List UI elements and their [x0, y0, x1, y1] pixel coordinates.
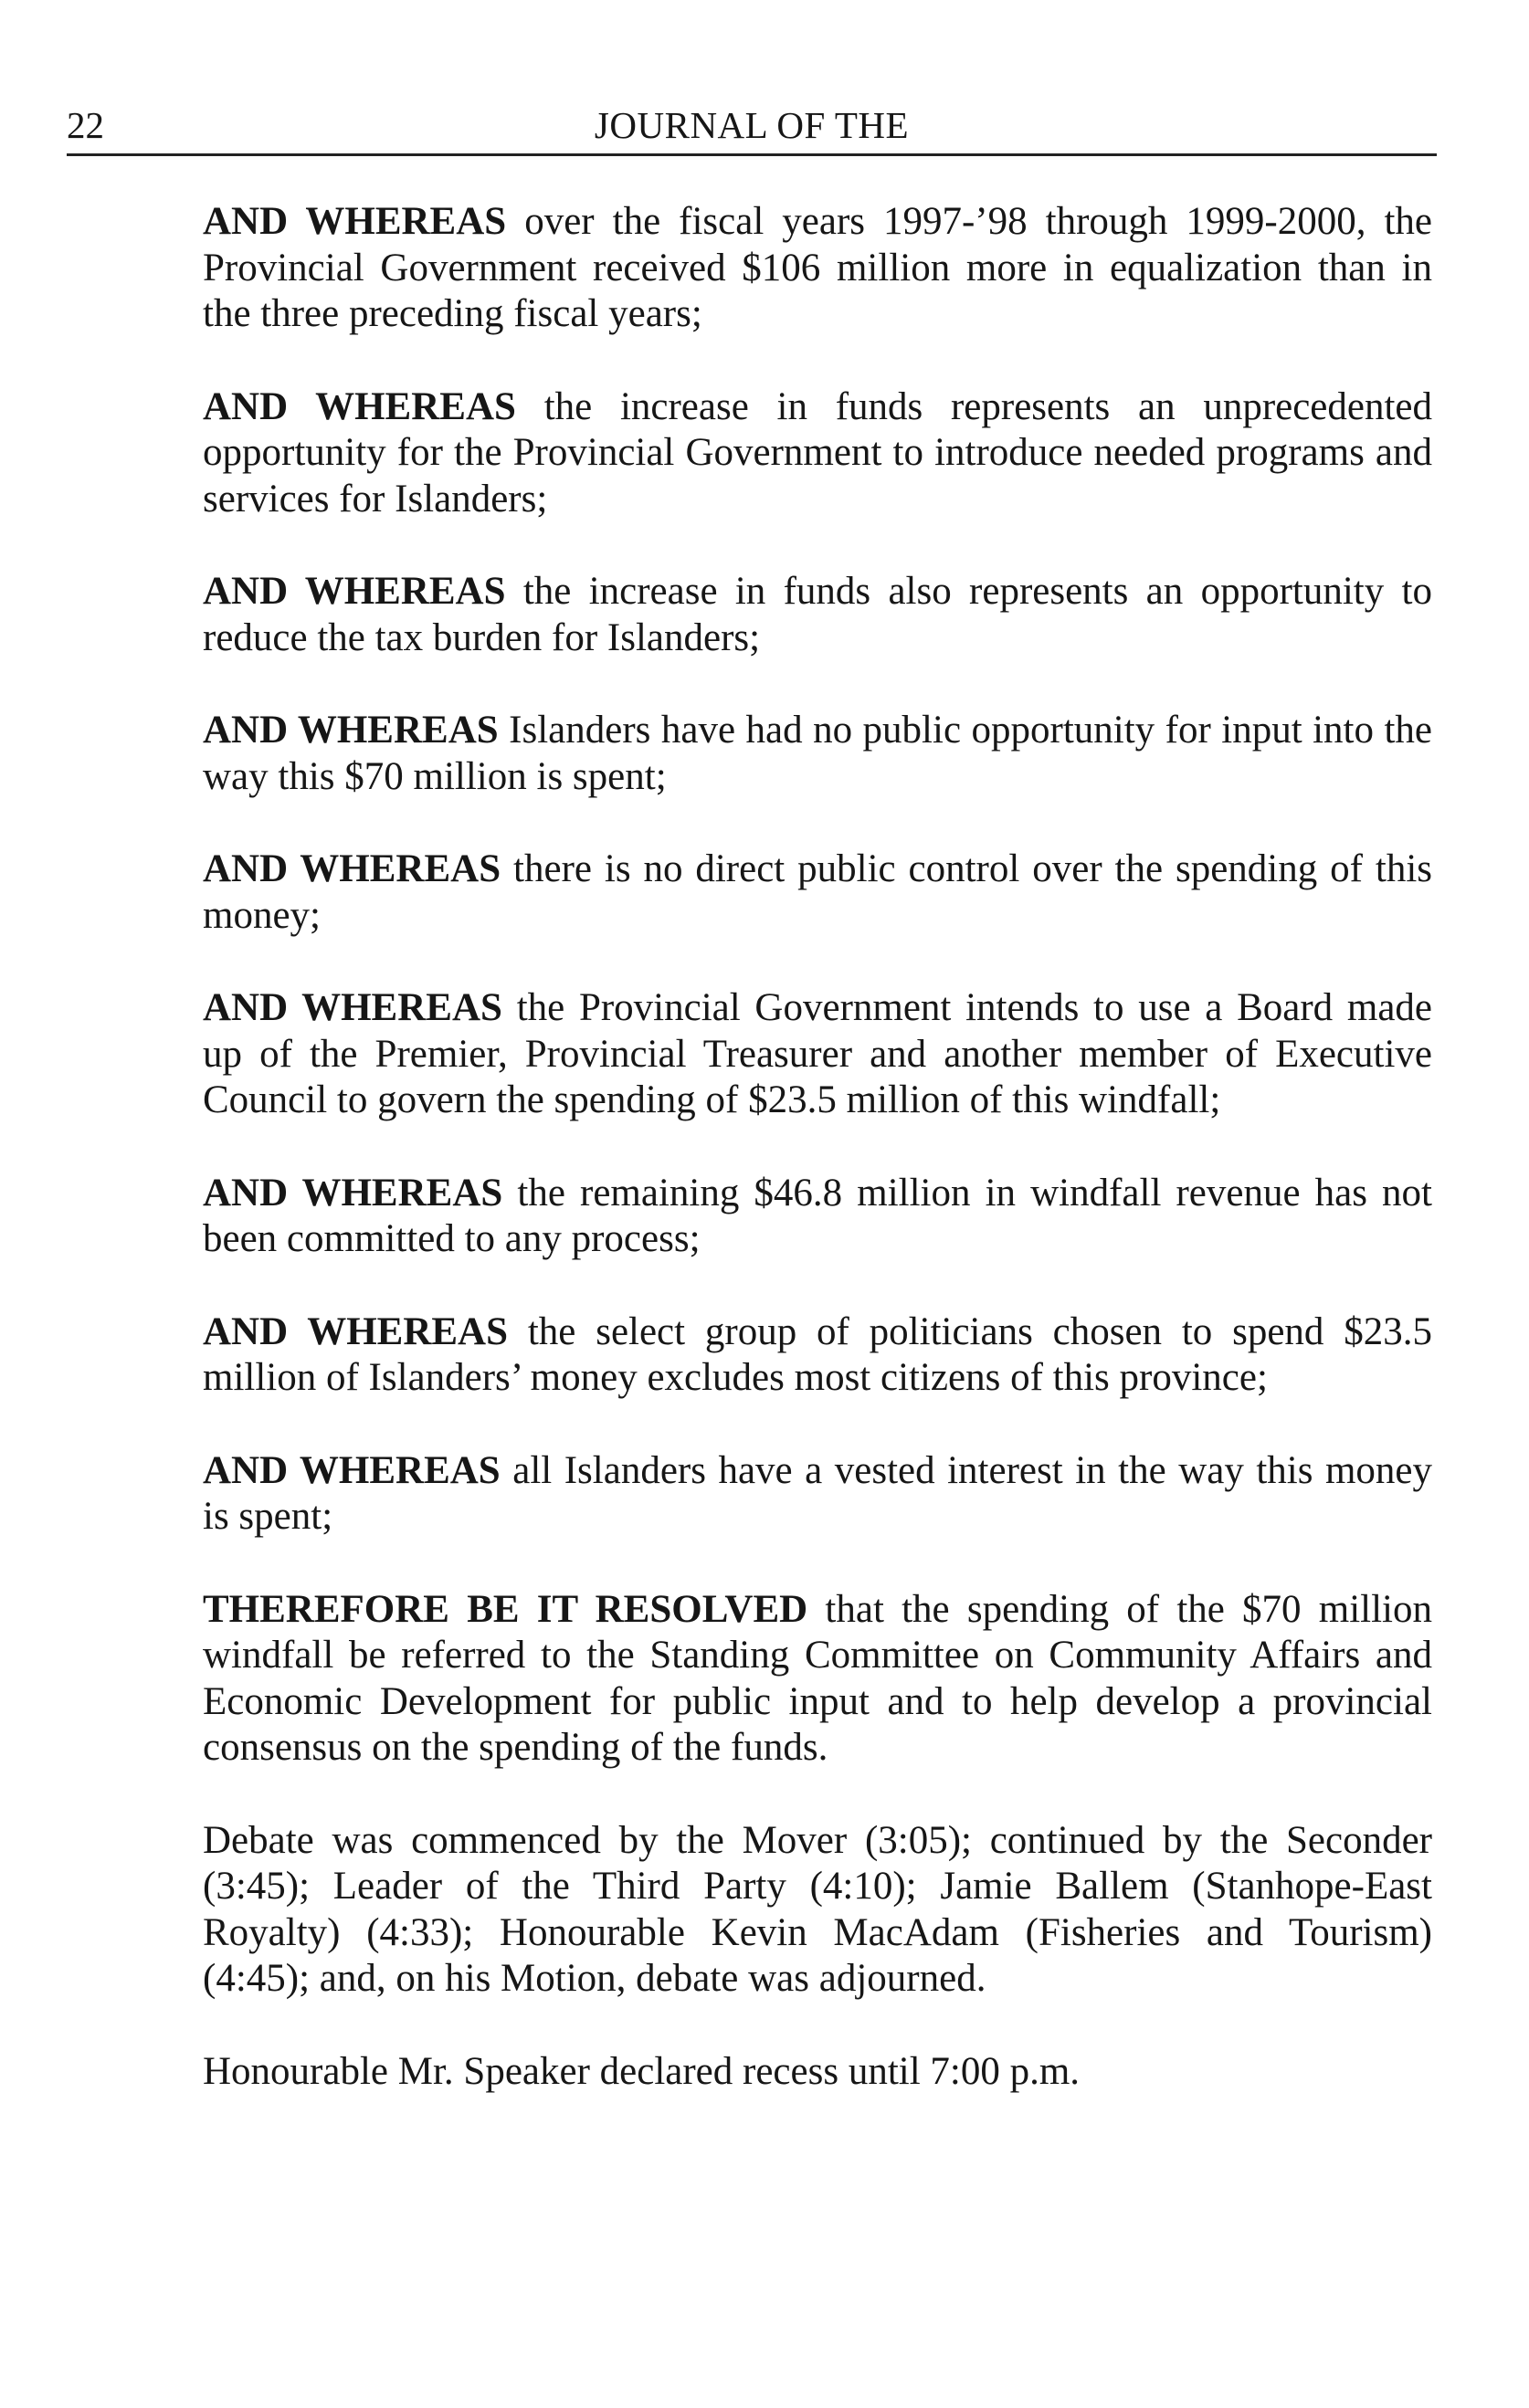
whereas-paragraph-7 — [203, 1171, 1432, 1263]
paragraph-text: Islanders have had no public opportunity for input into the way this $70 million is spent; — [203, 709, 1433, 798]
running-header — [67, 99, 1437, 156]
whereas-paragraph-2 — [203, 384, 1432, 523]
paragraph-lead: AND WHEREAS — [203, 570, 506, 613]
paragraph-lead: THEREFORE BE IT RESOLVED — [203, 1587, 808, 1631]
paragraph-text: the increase in funds also represents an opportunity to reduce the tax burden for Islanders; — [203, 570, 1432, 659]
paragraph-lead: AND WHEREAS — [203, 1309, 509, 1353]
whereas-paragraph-5 — [203, 846, 1432, 939]
whereas-paragraph-4 — [203, 708, 1432, 800]
paragraph-text: the remaining $46.8 million in windfall revenue has not been committed to any process; — [203, 1171, 1432, 1260]
debate-paragraph: Debate was commenced by the Mover (3:05); continued by the Seconder (3:45); Leader of the Third Party (4:10); Jamie Ballem (Stanhope-East Royalty) (4:33); Honourable Kevin MacAdam (Fisheries and Tourism) (4:45); and, on his Motion, debate was adjourned. — [203, 1818, 1432, 2000]
paragraph-text: the increase in funds represents an unprecedented opportunity for the Provincial Government to introduce needed programs and services for Islanders; — [203, 384, 1433, 521]
whereas-paragraph-3 — [203, 569, 1432, 661]
whereas-paragraph-1 — [203, 199, 1432, 338]
body-text — [203, 199, 1432, 2141]
recess-paragraph: Honourable Mr. Speaker declared recess until 7:00 p.m. — [203, 2049, 1081, 2093]
paragraph-lead: AND WHEREAS — [203, 1171, 503, 1215]
whereas-paragraph-8 — [203, 1309, 1432, 1402]
paragraph-text: the select group of politicians chosen to spend $23.5 million of Islanders’ money excludes most citizens of this province; — [203, 1309, 1432, 1399]
whereas-paragraph-9 — [203, 1448, 1432, 1540]
paragraph-lead: AND WHEREAS — [203, 847, 501, 890]
paragraph-lead: AND WHEREAS — [203, 200, 507, 243]
paragraph-text: all Islanders have a vested interest in the way this money is spent; — [203, 1448, 1433, 1538]
paragraph-lead: AND WHEREAS — [203, 986, 502, 1029]
paragraph-text: the Provincial Government intends to use a Board made up of the Premier, Provincial Treasurer and another member of Executive Council to govern the spending of $23.5 million of this windfall; — [203, 986, 1433, 1121]
paragraph-lead: AND WHEREAS — [203, 384, 516, 428]
paragraph-text: over the fiscal years 1997-’98 through 1999-2000, the Provincial Government received $106 million more in equalization than in the three preceding fiscal years; — [203, 200, 1432, 335]
paragraph-text: there is no direct public control over the spending of this money; — [203, 847, 1432, 937]
paragraph-lead: AND WHEREAS — [203, 1448, 501, 1492]
whereas-paragraph-6 — [203, 985, 1432, 1124]
resolution-paragraph — [203, 1587, 1432, 1772]
paragraph-lead: AND WHEREAS — [203, 709, 499, 752]
page-number: 22 — [67, 104, 104, 146]
journal-title: JOURNAL OF THE — [594, 104, 910, 146]
paragraph-text: that the spending of the $70 million windfall be referred to the Standing Committee on Community Affairs and Economic Development for public input and to help develop a provincial consensus on the spending of the funds. — [203, 1587, 1432, 1769]
